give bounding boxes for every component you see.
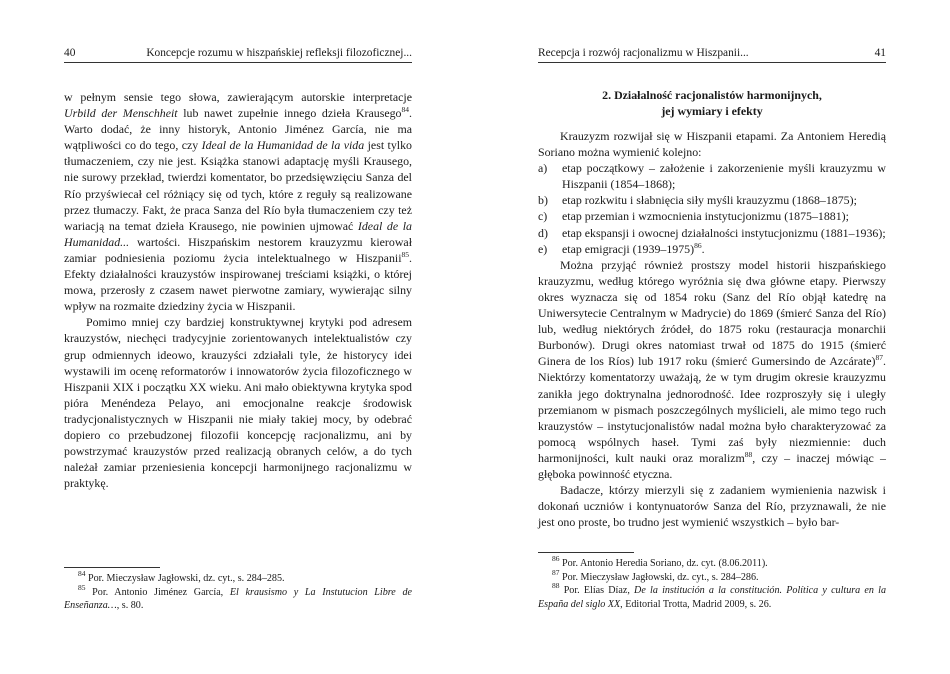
footnote-text: , s. 80. — [116, 600, 144, 612]
footnote-ref-87[interactable]: 87 — [875, 353, 884, 363]
left-paragraph-2: Pomimo mniej czy bardziej konstruktywnej krytyki pod adresem krauzystów, niechęci tradycyjnie zorientowanych intelektualistów czy grup odmiennych ideowo, krauzyści zdziałali tyle, że historycy idei wystawili im ocenę reformatorów i innowatorów życia filozoficznego w Hiszpanii XIX i początku XX wieku. Ani mało obiektywna krytyka spod pióra Menéndeza Pelayo, ani emocjonalne reakcje środowisk tradycjonalistycznych w Hiszpanii nie miały takiej mocy, by odebrać dopiero co przebudzonej filozofii koncepcję racjonalizmu, ani by powstrzymać krauzystów przed realizacją obranych celów, a do tych należał zamiar przeniesienia koncepcji harmonijnego racjonalizmu w praktykę. — [64, 315, 412, 491]
right-intro-paragraph: Krauzyzm rozwijał się w Hiszpanii etapami. Za Antoniem Heredią Soriano można wymienić kolejno: — [538, 129, 886, 160]
footnote-number: 87 — [552, 567, 560, 577]
list-item — [538, 208, 886, 224]
footnote-text: Por. Mieczysław Jagłowski, dz. cyt., s. 284–285. — [85, 573, 285, 584]
list-label: b) — [538, 193, 548, 208]
right-header-rule — [538, 62, 886, 63]
list-label: a) — [538, 161, 548, 176]
text-run: . Niektórzy komentatorzy uważają, że w tym drugim okresie krauzyzmu zanikła jego doktrynalna jednorodność. Idee rozproszyły się i uległy przemianom w pismach poszczególnych myślicieli, ale mimo tego ruch krauzystów – instytucjonalistów nadal można było charakteryzować za pomocą wspólnych haseł. Tymi zaś były niezmiennie: duch harmonijności, kult nauki oraz moralizm — [538, 354, 886, 465]
left-running-header — [64, 44, 412, 62]
footnote-italic-title: De la institución a la constitución. Política y cultura en la España del siglo XX — [538, 585, 886, 610]
footnote-number: 88 — [552, 581, 560, 591]
list-label: c) — [538, 209, 548, 224]
text-run: , czy – inaczej mówiąc – głęboka powinność etyczna. — [538, 450, 886, 481]
text-run: lub nawet zupełnie innego dzieła Krausego — [177, 106, 402, 121]
footnote-number: 84 — [78, 569, 86, 578]
list-item — [538, 160, 886, 192]
footnote-text: Por. Antonio Heredia Soriano, dz. cyt. (8.06.2011). — [559, 558, 768, 569]
list-item — [538, 225, 886, 241]
right-page-number: 41 — [874, 47, 886, 59]
list-text: etap ekspansji i owocnej działalności instytucjonizmu (1881–1936); — [562, 225, 886, 240]
left-header-rule — [64, 62, 412, 63]
list-item — [538, 192, 886, 208]
footnote-italic-title: El krausismo y La Instutucion Libre de Enseñanza… — [64, 586, 412, 612]
list-text: etap rozkwitu i słabnięcia siły myśli krauzyzmu (1868–1875); — [562, 193, 857, 208]
list-text: etap przemian i wzmocnienia instytucjonizmu (1875–1881); — [562, 209, 849, 224]
section-heading-line-2: jej wymiary i efekty — [661, 104, 763, 118]
text-run: . Warto dodać, że inny historyk, Antonio Jiménez García, nie ma wątpliwości co do tego, czy — [64, 106, 412, 153]
footnote-84 — [64, 569, 412, 586]
left-paragraph-1 — [64, 89, 412, 314]
left-footnotes — [64, 569, 412, 613]
right-footnotes — [538, 554, 886, 611]
list-item — [538, 241, 886, 257]
text-run: . Efekty działalności krauzystów inspirowanej treściami książki, o której mowa, przerosły z czasem nawet pierwotne zamiary, wywierając silny wpływ na rozmaite dziedziny życia w Hiszpanii. — [64, 250, 412, 314]
section-heading-line-1: 2. Działalność racjonalistów harmonijnych, — [602, 88, 822, 102]
list-label: e) — [538, 241, 548, 256]
footnote-number: 86 — [552, 554, 560, 563]
right-paragraph-3: Badacze, którzy mierzyli się z zadaniem wymienienia nazwisk i dokonań uczniów i kontynuatorów Sanza del Río, przyznawali, że nie jest ono proste, bo trudno jest wymienić wszystkich – było bar- — [538, 483, 886, 530]
footnote-text: , Editorial Trotta, Madrid 2009, s. 26. — [620, 598, 772, 610]
right-running-header — [538, 44, 886, 62]
footnote-text: Por. Antonio Jiménez García, — [85, 586, 230, 598]
footnote-ref-88[interactable]: 88 — [744, 449, 753, 459]
section-heading — [538, 87, 886, 119]
footnote-number: 85 — [78, 582, 86, 592]
left-page — [64, 0, 412, 674]
right-footnote-rule — [538, 552, 634, 553]
italic-title: Urbild der Menschheit — [64, 106, 178, 121]
italic-title: Ideal de la Humanidad de la vida — [201, 138, 365, 153]
stages-list — [538, 160, 886, 257]
footnote-text: Por. Mieczysław Jagłowski, dz. cyt., s. 284–286. — [559, 571, 759, 583]
right-running-title: Recepcja i rozwój racjonalizmu w Hiszpanii... — [538, 47, 749, 59]
footnote-86 — [538, 554, 886, 571]
right-paragraph-2 — [538, 257, 886, 482]
footnote-87 — [538, 567, 886, 585]
footnote-text: Por. Elías Díaz, — [559, 585, 635, 597]
text-run: wartości. Hiszpańskim nestorem krauzyzmu kierował zamiar podniesienia poziomu życia intelektualnego w Hiszpanii — [64, 234, 412, 265]
text-run: jest tylko tłumaczeniem, czy nie jest. Książka stanowi adaptację myśli Krausego, nie surowy przekład, twierdzi komentator, bo przedsięwzięciu Sanza del Río przyświecał cel różniący się od tych, które z reguły są realizowane przez tłumaczy. Fakt, że praca Sanza del Río była tłumaczeniem czy też wariacją na temat dzieła Krausego, nie powinien ujmować — [64, 138, 412, 233]
footnote-ref-84[interactable]: 84 — [401, 105, 409, 115]
left-running-title: Koncepcje rozumu w hiszpańskiej refleksji filozoficznej... — [146, 47, 412, 59]
footnote-ref-85[interactable]: 85 — [401, 249, 410, 259]
left-page-number: 40 — [64, 47, 76, 59]
left-footnote-rule — [64, 567, 160, 568]
text-run: w pełnym sensie tego słowa, zawierającym autorskie interpretacje — [64, 90, 412, 104]
text-run: Można przyjąć również prostszy model historii hiszpańskiego krauzyzmu, według którego wyróżnia się dwa główne etapy. Pierwszy okres wyznacza się od 1854 roku (Sanz del Río objął katedrę na Uniwersytecie Centralnym w Madrycie) do 1869 (śmierć Sanza del Río) lub, według niektórych źródeł, do 1875 roku (restauracja monarchii Burbonów). Drugi okres natomiast trwał od 1875 do 1915 (śmierć Ginera de los Ríos) lub 1917 roku (śmierć Gumersindo de Azcárate) — [538, 257, 886, 369]
list-text: etap emigracji (1939–1975) — [562, 241, 695, 256]
footnote-85 — [64, 582, 412, 613]
right-body-text — [538, 128, 886, 530]
left-body-text — [64, 89, 412, 491]
list-text: etap początkowy – założenie i zakorzenienie myśli krauzyzmu w Hiszpanii (1854–1868); — [562, 161, 886, 192]
list-label: d) — [538, 225, 548, 240]
right-page — [538, 0, 886, 674]
footnote-ref-86[interactable]: 86 — [694, 240, 702, 250]
italic-title: Ideal de la Humanidad... — [64, 218, 412, 249]
footnote-88 — [538, 581, 886, 611]
list-text: . — [701, 241, 705, 256]
